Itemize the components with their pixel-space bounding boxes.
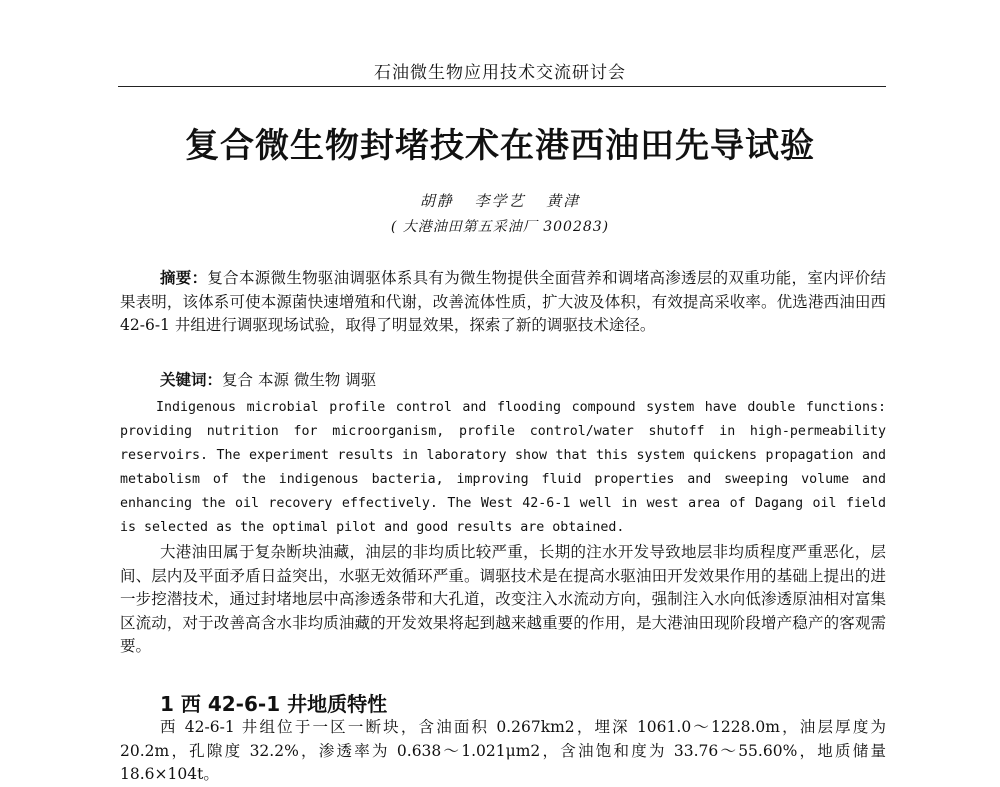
abstract-paragraph — [120, 267, 886, 338]
keywords-label: 关键词： — [160, 371, 223, 389]
keywords-text: 复合 本源 微生物 调驱 — [222, 371, 377, 389]
paper-title: 复合微生物封堵技术在港西油田先导试验 — [185, 126, 815, 166]
running-header: 石油微生物应用技术交流研讨会 — [374, 63, 626, 83]
abstract-label: 摘要： — [160, 269, 208, 287]
section-body: 西 42-6-1 井组位于一区一断块，含油面积 0.267km2，埋深 1061.0～1228.0m，油层厚度为 20.2m，孔隙度 32.2%，渗透率为 0.638～1.021μm2，含油饱和度为 33.76～55.60%，地质储量 18.6×104t。 — [120, 718, 886, 783]
affiliation: ( 大港油田第五采油厂 300283) — [390, 219, 610, 235]
english-abstract: Indigenous microbial profile control and flooding compound system have double functions: providing nutrition for microorganism, profile control/water shutoff in high-permeability reservoirs. The experiment results in laboratory show that this system quickens propagation and metabolism of the indigenous bacteria, improving fluid properties and sweeping volume and enhancing the oil recovery effectively. The West 42-6-1 well in west area of Dagang oil field is selected as the optimal pilot and good results are obtained. — [120, 400, 886, 535]
intro-paragraph: 大港油田属于复杂断块油藏，油层的非均质比较严重，长期的注水开发导致地层非均质程度严重恶化，层间、层内及平面矛盾日益突出，水驱无效循环严重。调驱技术是在提高水驱油田开发效果作用的基础上提出的进一步挖潜技术，通过封堵地层中高渗透条带和大孔道，改变注入水流动方向，强制注入水向低渗透原油相对富集区流动，对于改善高含水非均质油藏的开发效果将起到越来越重要的作用，是大港油田现阶段增产稳产的客观需要。 — [120, 543, 886, 655]
header-rule — [118, 86, 886, 87]
abstract-text: 复合本源微生物驱油调驱体系具有为微生物提供全面营养和调堵高渗透层的双重功能，室内评价结果表明，该体系可使本源菌快速增殖和代谢，改善流体性质，扩大波及体积，有效提高采收率。优选港西油田西 42-6-1 井组进行调驱现场试验，取得了明显效果，探索了新的调驱技术途径。 — [120, 269, 886, 334]
section-heading: 1 西 42-6-1 井地质特性 — [160, 692, 388, 716]
keywords-paragraph — [120, 369, 886, 393]
authors: 胡静 李学艺 黄津 — [419, 192, 581, 210]
